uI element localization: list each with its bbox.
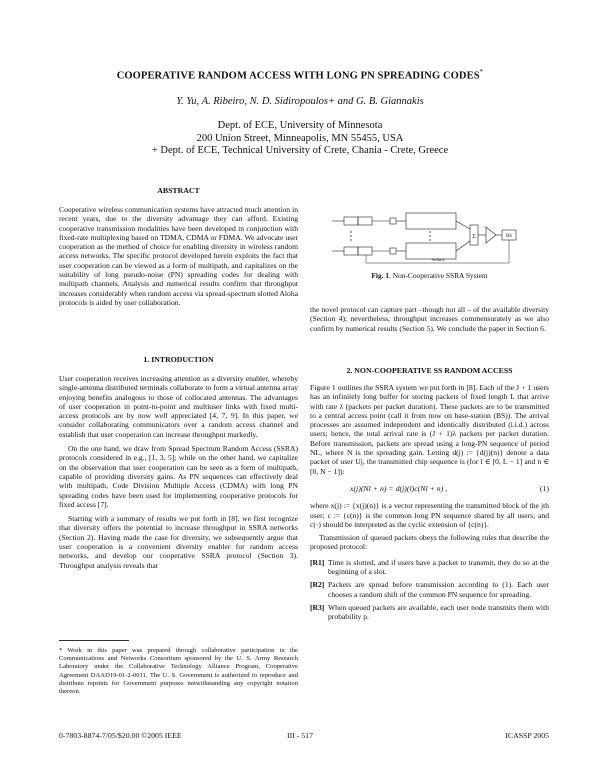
protocol-rules <box>310 558 549 622</box>
rule-text: Time is slotted, and if users have a packet to transmit, they do so at the beginning of a slot. <box>328 557 549 577</box>
rule-tag: [R3] <box>310 602 325 612</box>
paper-title <box>0 68 600 82</box>
svg-text:Σ: Σ <box>472 234 476 240</box>
abstract-heading: ABSTRACT <box>157 186 200 195</box>
spreader-box <box>406 243 456 259</box>
affiliation-line: 200 Union Street, Minneapolis, MN 55455, USA <box>196 132 404 144</box>
buffer-box <box>358 217 372 225</box>
equation-1 <box>350 484 549 493</box>
buffer-box <box>358 247 372 255</box>
section1-continuation: the novel protocol can capture part –though not all – of the available diversity (Section 4); nevertheless, throughput increases commensurately as we also confirm by numerical results (Section 5). We conclude the paper in Section 6. <box>310 305 549 333</box>
rule-item <box>310 580 549 599</box>
rule-item <box>310 603 549 622</box>
affiliation <box>0 120 600 158</box>
system-figure <box>330 205 520 267</box>
title-footnote-mark: * <box>479 68 484 76</box>
rule-text: Packets are spread before transmission according to (1). Each user chooses a random shift of the common PN sequence for spreading. <box>328 580 549 599</box>
section2-body <box>310 383 549 622</box>
rule-text: When queued packets are available, each user node transmits them with probability p. <box>328 602 549 622</box>
authors: Y. Yu, A. Ribeiro, N. D. Sidiropoulos+ and G. B. Giannakis <box>176 96 424 107</box>
footnote-rule <box>59 640 129 641</box>
title-text: COOPERATIVE RANDOM ACCESS WITH LONG PN SPREADING CODES <box>116 70 480 82</box>
rule-tag: [R1] <box>310 557 325 567</box>
intro-paragraph: User cooperation receives increasing attention as a diversity enabler, whereby single-antenna distributed terminals collaborate to form a virtual antenna array enjoying benefits analogous to those of collocated antennas. The advantages of user cooperation in point-to-point and multiuser links with fixed multi-access protocols are by now well appreciated [4, 7, 9]. In this paper, we consider collaborating communicators over a random access channel and establish that user cooperation can increase throughput markedly. <box>59 374 298 439</box>
figure-caption <box>310 271 549 280</box>
user-block-top <box>332 213 470 229</box>
bs-label: BS <box>505 234 513 239</box>
equation-number: (1) <box>539 483 549 493</box>
figure-caption-text: . Non-Cooperative SSRA System <box>389 271 488 280</box>
buffer-box <box>344 247 358 255</box>
affiliation-line: + Dept. of ECE, Technical University of Crete, Chania - Crete, Greece <box>151 145 449 156</box>
intro-body <box>59 374 298 570</box>
feedback-label: feedback <box>431 258 445 262</box>
section2-paragraph: Transmission of queued packets obeys the following rules that describe the proposed protocol: <box>310 533 549 552</box>
spreader-box <box>406 213 456 229</box>
buffer-box <box>344 217 358 225</box>
affiliation-line: Dept. of ECE, University of Minnesota <box>217 120 383 131</box>
copyright-line: 0-7803-8874-7/05/$20.00 ©2005 IEEE <box>59 731 182 740</box>
rule-item <box>310 558 549 577</box>
page-number: III - 517 <box>287 731 313 740</box>
abstract-text: Cooperative wireless communication systems have attracted much attention in recent years, due to the diversity advantage they can afford. Existing cooperative transmission modalities have been developed in conjunction with fixed-rate multiplexing based on TDMA, CDMA or FDMA. We advocate user cooperation as the method of choice for enabling diversity in wireless random access networks. The specific protocol developed herein exploits the fact that user cooperation can be viewed as a form of multipath, and capitalizes on the suitability of long pseudo-noise (PN) spreading codes for dealing with multipath channels. Analysis and numerical results confirm that throughput increases considerably when random access via spread-spectrum slotted Aloha protocols is aided by user collaboration. <box>59 205 298 307</box>
intro-paragraph: Starting with a summary of results we put forth in [8], we first recognize that diversity offers the potential to increase throughput in SSRA networks (Section 2). Having made the case for diversity, we subsequently argue that user cooperation is a convenient diversity enabler for random access networks, and develop our cooperative SSRA protocol (Section 3). Throughput analysis reveals that <box>59 514 298 570</box>
conference-name: ICASSP 2005 <box>505 731 549 740</box>
intro-paragraph: On the one hand, we draw from Spread Spectrum Random Access (SSRA) protocols considered in e.g., [1, 3, 5]; while on the other hand, we capitalize on the observation that user cooperation can be seen as a form of multipath, capable of providing diversity gains. As PN sequences can effectively deal with multipath, Code Division Multiple Access (CDMA) with long PN spreading codes have been used for implementing cooperative protocols for fixed access [7]. <box>59 444 298 509</box>
section2-paragraph: Figure 1 outlines the SSRA system we put forth in [8]. Each of the J + 1 users has an infinitely long buffer for storing packets of fixed length L that arrive with rate λ (packets per packet duration). These packets are to be transmitted to a central access point (call it from now on base-station (BS)). The arrival processes are assumed independent and identically distributed (i.i.d.) across users; hence, the total arrival rate is (J + 1)λ packets per packet duration. Before transmission, packets are spread using a long-PN sequence of period NL, where N is the spreading gain. Letting d(j) := {d(j)(n)} denote a data packet of user Uj, the transmitted chip sequence is (for l ∈ [0, L − 1] and n ∈ [0, N − 1]): <box>310 383 549 476</box>
section2-heading: 2. NON-COOPERATIVE SS RANDOM ACCESS <box>346 366 513 375</box>
rule-tag: [R2] <box>310 580 325 590</box>
equation-text: x(j)(Nl + n) = d(j)(l)c(Nl + n) , <box>350 483 448 493</box>
user-block-bottom <box>332 241 470 259</box>
section2-paragraph: where x(j) := {x(j)(n)} is a vector representing the transmitted block of the jth user; c := {c(n)} is the common long PN sequence shared by all users; and c(·) should be interpreted as the cyclic extension of {c(n)}. <box>310 501 549 529</box>
footnote: * Work in this paper was prepared through collaborative participation in the Communications and Networks Consortium sponsored by the U. S. Army Research Laboratory under the Collaborative Technology Alliance Program, Cooperative Agreement DAAD19-01-2-0011. The U. S. Government is authorized to reproduce and distribute reprints for Government purposes notwithstanding any copyright notation thereon. <box>59 647 298 696</box>
intro-heading: 1. INTRODUCTION <box>143 355 214 364</box>
channel-ellipsis <box>350 231 430 240</box>
figure-label: Fig. 1 <box>371 271 390 280</box>
